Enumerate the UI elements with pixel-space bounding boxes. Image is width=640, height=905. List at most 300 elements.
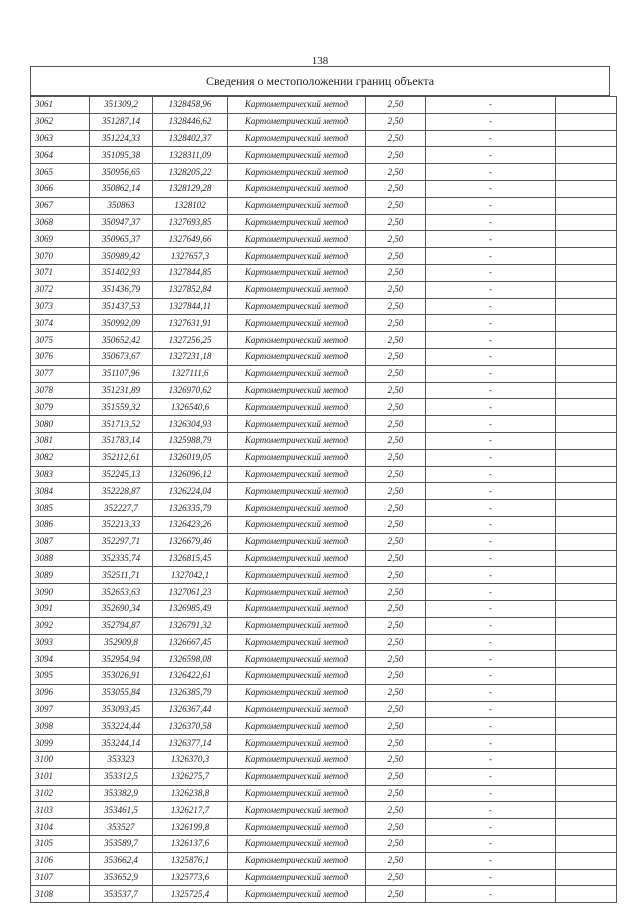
table-row	[31, 869, 617, 886]
table-row	[31, 231, 617, 248]
y-coordinate-cell: 1328129,28	[153, 180, 228, 197]
empty-cell	[556, 617, 617, 634]
accuracy-cell: 2,50	[366, 819, 426, 836]
y-coordinate-cell: 1325773,6	[153, 869, 228, 886]
table-title: Сведения о местоположении границ объекта	[30, 66, 610, 96]
accuracy-cell: 2,50	[366, 483, 426, 500]
accuracy-cell: 2,50	[366, 651, 426, 668]
x-coordinate-cell: 351437,53	[90, 298, 153, 315]
method-cell: Картометрический метод	[228, 584, 366, 601]
empty-cell	[556, 248, 617, 265]
table-row	[31, 416, 617, 433]
y-coordinate-cell: 1326367,44	[153, 701, 228, 718]
x-coordinate-cell: 352213,33	[90, 516, 153, 533]
accuracy-cell: 2,50	[366, 315, 426, 332]
y-coordinate-cell: 1326667,45	[153, 634, 228, 651]
description-cell: -	[426, 264, 556, 281]
description-cell: -	[426, 684, 556, 701]
x-coordinate-cell: 353662,4	[90, 852, 153, 869]
method-cell: Картометрический метод	[228, 836, 366, 853]
x-coordinate-cell: 352297,71	[90, 533, 153, 550]
description-cell: -	[426, 399, 556, 416]
description-cell: -	[426, 130, 556, 147]
x-coordinate-cell: 350652,42	[90, 332, 153, 349]
description-cell: -	[426, 113, 556, 130]
x-coordinate-cell: 353537,7	[90, 886, 153, 903]
table-row	[31, 516, 617, 533]
table-row	[31, 735, 617, 752]
method-cell: Картометрический метод	[228, 449, 366, 466]
method-cell: Картометрический метод	[228, 567, 366, 584]
y-coordinate-cell: 1327231,18	[153, 348, 228, 365]
y-coordinate-cell: 1327042,1	[153, 567, 228, 584]
description-cell: -	[426, 432, 556, 449]
y-coordinate-cell: 1326224,04	[153, 483, 228, 500]
empty-cell	[556, 668, 617, 685]
x-coordinate-cell: 350989,42	[90, 248, 153, 265]
x-coordinate-cell: 351559,32	[90, 399, 153, 416]
x-coordinate-cell: 353055,84	[90, 684, 153, 701]
page-number: 138	[311, 55, 329, 67]
x-coordinate-cell: 351713,52	[90, 416, 153, 433]
x-coordinate-cell: 353093,45	[90, 701, 153, 718]
point-number-cell: 3090	[31, 584, 90, 601]
y-coordinate-cell: 1327693,85	[153, 214, 228, 231]
method-cell: Картометрический метод	[228, 97, 366, 114]
x-coordinate-cell: 353323	[90, 752, 153, 769]
x-coordinate-cell: 352511,71	[90, 567, 153, 584]
empty-cell	[556, 600, 617, 617]
method-cell: Картометрический метод	[228, 348, 366, 365]
description-cell: -	[426, 416, 556, 433]
description-cell: -	[426, 315, 556, 332]
point-number-cell: 3095	[31, 668, 90, 685]
x-coordinate-cell: 352794,87	[90, 617, 153, 634]
accuracy-cell: 2,50	[366, 567, 426, 584]
y-coordinate-cell: 1328446,62	[153, 113, 228, 130]
accuracy-cell: 2,50	[366, 348, 426, 365]
accuracy-cell: 2,50	[366, 752, 426, 769]
point-number-cell: 3062	[31, 113, 90, 130]
method-cell: Картометрический метод	[228, 718, 366, 735]
x-coordinate-cell: 350992,09	[90, 315, 153, 332]
table-row	[31, 281, 617, 298]
method-cell: Картометрический метод	[228, 550, 366, 567]
description-cell: -	[426, 819, 556, 836]
point-number-cell: 3108	[31, 886, 90, 903]
description-cell: -	[426, 550, 556, 567]
point-number-cell: 3083	[31, 466, 90, 483]
method-cell: Картометрический метод	[228, 264, 366, 281]
point-number-cell: 3070	[31, 248, 90, 265]
point-number-cell: 3102	[31, 785, 90, 802]
y-coordinate-cell: 1326370,58	[153, 718, 228, 735]
empty-cell	[556, 231, 617, 248]
method-cell: Картометрический метод	[228, 315, 366, 332]
x-coordinate-cell: 351095,38	[90, 147, 153, 164]
table-row	[31, 399, 617, 416]
description-cell: -	[426, 886, 556, 903]
x-coordinate-cell: 351287,14	[90, 113, 153, 130]
method-cell: Картометрический метод	[228, 785, 366, 802]
x-coordinate-cell: 353244,14	[90, 735, 153, 752]
description-cell: -	[426, 600, 556, 617]
y-coordinate-cell: 1327111,6	[153, 365, 228, 382]
x-coordinate-cell: 351436,79	[90, 281, 153, 298]
accuracy-cell: 2,50	[366, 248, 426, 265]
point-number-cell: 3098	[31, 718, 90, 735]
table-row	[31, 668, 617, 685]
point-number-cell: 3069	[31, 231, 90, 248]
accuracy-cell: 2,50	[366, 365, 426, 382]
y-coordinate-cell: 1326019,05	[153, 449, 228, 466]
table-row	[31, 466, 617, 483]
table-row	[31, 365, 617, 382]
point-number-cell: 3086	[31, 516, 90, 533]
y-coordinate-cell: 1326970,62	[153, 382, 228, 399]
empty-cell	[556, 651, 617, 668]
point-number-cell: 3088	[31, 550, 90, 567]
empty-cell	[556, 315, 617, 332]
accuracy-cell: 2,50	[366, 432, 426, 449]
description-cell: -	[426, 634, 556, 651]
table-row	[31, 768, 617, 785]
boundary-table-frame	[30, 66, 610, 903]
point-number-cell: 3099	[31, 735, 90, 752]
description-cell: -	[426, 180, 556, 197]
method-cell: Картометрический метод	[228, 819, 366, 836]
description-cell: -	[426, 248, 556, 265]
method-cell: Картометрический метод	[228, 516, 366, 533]
table-row	[31, 785, 617, 802]
empty-cell	[556, 264, 617, 281]
table-row	[31, 584, 617, 601]
accuracy-cell: 2,50	[366, 281, 426, 298]
method-cell: Картометрический метод	[228, 214, 366, 231]
x-coordinate-cell: 353527	[90, 819, 153, 836]
accuracy-cell: 2,50	[366, 416, 426, 433]
description-cell: -	[426, 197, 556, 214]
point-number-cell: 3074	[31, 315, 90, 332]
table-row	[31, 836, 617, 853]
description-cell: -	[426, 869, 556, 886]
table-row	[31, 113, 617, 130]
x-coordinate-cell: 353589,7	[90, 836, 153, 853]
empty-cell	[556, 869, 617, 886]
x-coordinate-cell: 350673,67	[90, 348, 153, 365]
empty-cell	[556, 382, 617, 399]
point-number-cell: 3065	[31, 164, 90, 181]
method-cell: Картометрический метод	[228, 886, 366, 903]
empty-cell	[556, 718, 617, 735]
empty-cell	[556, 197, 617, 214]
point-number-cell: 3072	[31, 281, 90, 298]
y-coordinate-cell: 1326335,79	[153, 500, 228, 517]
empty-cell	[556, 735, 617, 752]
description-cell: -	[426, 651, 556, 668]
x-coordinate-cell: 350956,65	[90, 164, 153, 181]
y-coordinate-cell: 1325876,1	[153, 852, 228, 869]
table-row	[31, 315, 617, 332]
table-row	[31, 718, 617, 735]
x-coordinate-cell: 350862,14	[90, 180, 153, 197]
accuracy-cell: 2,50	[366, 516, 426, 533]
point-number-cell: 3089	[31, 567, 90, 584]
table-row	[31, 248, 617, 265]
point-number-cell: 3084	[31, 483, 90, 500]
empty-cell	[556, 416, 617, 433]
x-coordinate-cell: 353382,9	[90, 785, 153, 802]
point-number-cell: 3094	[31, 651, 90, 668]
point-number-cell: 3066	[31, 180, 90, 197]
accuracy-cell: 2,50	[366, 214, 426, 231]
empty-cell	[556, 483, 617, 500]
x-coordinate-cell: 352112,61	[90, 449, 153, 466]
method-cell: Картометрический метод	[228, 617, 366, 634]
table-row	[31, 701, 617, 718]
empty-cell	[556, 365, 617, 382]
point-number-cell: 3063	[31, 130, 90, 147]
description-cell: -	[426, 617, 556, 634]
description-cell: -	[426, 500, 556, 517]
x-coordinate-cell: 353461,5	[90, 802, 153, 819]
accuracy-cell: 2,50	[366, 802, 426, 819]
method-cell: Картометрический метод	[228, 768, 366, 785]
description-cell: -	[426, 214, 556, 231]
description-cell: -	[426, 164, 556, 181]
empty-cell	[556, 516, 617, 533]
table-row	[31, 550, 617, 567]
table-row	[31, 802, 617, 819]
accuracy-cell: 2,50	[366, 768, 426, 785]
point-number-cell: 3078	[31, 382, 90, 399]
method-cell: Картометрический метод	[228, 365, 366, 382]
accuracy-cell: 2,50	[366, 852, 426, 869]
y-coordinate-cell: 1327852,84	[153, 281, 228, 298]
table-row	[31, 147, 617, 164]
empty-cell	[556, 449, 617, 466]
empty-cell	[556, 768, 617, 785]
empty-cell	[556, 298, 617, 315]
point-number-cell: 3104	[31, 819, 90, 836]
accuracy-cell: 2,50	[366, 668, 426, 685]
description-cell: -	[426, 97, 556, 114]
empty-cell	[556, 802, 617, 819]
x-coordinate-cell: 351309,2	[90, 97, 153, 114]
table-row	[31, 617, 617, 634]
accuracy-cell: 2,50	[366, 231, 426, 248]
point-number-cell: 3068	[31, 214, 90, 231]
accuracy-cell: 2,50	[366, 735, 426, 752]
empty-cell	[556, 180, 617, 197]
y-coordinate-cell: 1326598,08	[153, 651, 228, 668]
accuracy-cell: 2,50	[366, 264, 426, 281]
y-coordinate-cell: 1325725,4	[153, 886, 228, 903]
method-cell: Картометрический метод	[228, 533, 366, 550]
y-coordinate-cell: 1326199,8	[153, 819, 228, 836]
x-coordinate-cell: 351783,14	[90, 432, 153, 449]
x-coordinate-cell: 352335,74	[90, 550, 153, 567]
empty-cell	[556, 348, 617, 365]
method-cell: Картометрический метод	[228, 298, 366, 315]
table-row	[31, 264, 617, 281]
description-cell: -	[426, 533, 556, 550]
method-cell: Картометрический метод	[228, 130, 366, 147]
method-cell: Картометрический метод	[228, 399, 366, 416]
table-row	[31, 651, 617, 668]
accuracy-cell: 2,50	[366, 382, 426, 399]
empty-cell	[556, 281, 617, 298]
description-cell: -	[426, 281, 556, 298]
table-row	[31, 600, 617, 617]
table-row	[31, 533, 617, 550]
description-cell: -	[426, 752, 556, 769]
table-row	[31, 432, 617, 449]
x-coordinate-cell: 353026,91	[90, 668, 153, 685]
empty-cell	[556, 684, 617, 701]
method-cell: Картометрический метод	[228, 500, 366, 517]
y-coordinate-cell: 1326370,3	[153, 752, 228, 769]
point-number-cell: 3061	[31, 97, 90, 114]
y-coordinate-cell: 1328102	[153, 197, 228, 214]
x-coordinate-cell: 353312,5	[90, 768, 153, 785]
y-coordinate-cell: 1326304,93	[153, 416, 228, 433]
accuracy-cell: 2,50	[366, 533, 426, 550]
description-cell: -	[426, 668, 556, 685]
x-coordinate-cell: 352245,13	[90, 466, 153, 483]
accuracy-cell: 2,50	[366, 147, 426, 164]
point-number-cell: 3105	[31, 836, 90, 853]
y-coordinate-cell: 1327631,91	[153, 315, 228, 332]
empty-cell	[556, 567, 617, 584]
y-coordinate-cell: 1328311,09	[153, 147, 228, 164]
description-cell: -	[426, 701, 556, 718]
table-row	[31, 819, 617, 836]
method-cell: Картометрический метод	[228, 231, 366, 248]
description-cell: -	[426, 332, 556, 349]
description-cell: -	[426, 718, 556, 735]
empty-cell	[556, 634, 617, 651]
y-coordinate-cell: 1326423,26	[153, 516, 228, 533]
y-coordinate-cell: 1327657,3	[153, 248, 228, 265]
accuracy-cell: 2,50	[366, 584, 426, 601]
method-cell: Картометрический метод	[228, 869, 366, 886]
description-cell: -	[426, 382, 556, 399]
x-coordinate-cell: 351224,33	[90, 130, 153, 147]
empty-cell	[556, 332, 617, 349]
y-coordinate-cell: 1326985,49	[153, 600, 228, 617]
table-row	[31, 852, 617, 869]
method-cell: Картометрический метод	[228, 668, 366, 685]
x-coordinate-cell: 352653,63	[90, 584, 153, 601]
y-coordinate-cell: 1328458,96	[153, 97, 228, 114]
accuracy-cell: 2,50	[366, 180, 426, 197]
method-cell: Картометрический метод	[228, 248, 366, 265]
x-coordinate-cell: 351107,96	[90, 365, 153, 382]
accuracy-cell: 2,50	[366, 466, 426, 483]
description-cell: -	[426, 365, 556, 382]
point-number-cell: 3091	[31, 600, 90, 617]
point-number-cell: 3101	[31, 768, 90, 785]
empty-cell	[556, 886, 617, 903]
x-coordinate-cell: 350863	[90, 197, 153, 214]
table-row	[31, 483, 617, 500]
method-cell: Картометрический метод	[228, 600, 366, 617]
point-number-cell: 3096	[31, 684, 90, 701]
table-row	[31, 500, 617, 517]
x-coordinate-cell: 352954,94	[90, 651, 153, 668]
y-coordinate-cell: 1327844,85	[153, 264, 228, 281]
y-coordinate-cell: 1328402,37	[153, 130, 228, 147]
y-coordinate-cell: 1326422,61	[153, 668, 228, 685]
description-cell: -	[426, 231, 556, 248]
empty-cell	[556, 752, 617, 769]
empty-cell	[556, 584, 617, 601]
y-coordinate-cell: 1326385,79	[153, 684, 228, 701]
accuracy-cell: 2,50	[366, 836, 426, 853]
y-coordinate-cell: 1325988,79	[153, 432, 228, 449]
point-number-cell: 3071	[31, 264, 90, 281]
point-number-cell: 3092	[31, 617, 90, 634]
accuracy-cell: 2,50	[366, 684, 426, 701]
description-cell: -	[426, 735, 556, 752]
x-coordinate-cell: 353224,44	[90, 718, 153, 735]
empty-cell	[556, 97, 617, 114]
y-coordinate-cell: 1326377,14	[153, 735, 228, 752]
table-row	[31, 197, 617, 214]
point-number-cell: 3079	[31, 399, 90, 416]
method-cell: Картометрический метод	[228, 634, 366, 651]
table-row	[31, 164, 617, 181]
table-row	[31, 886, 617, 903]
empty-cell	[556, 432, 617, 449]
x-coordinate-cell: 350965,37	[90, 231, 153, 248]
empty-cell	[556, 466, 617, 483]
table-row	[31, 348, 617, 365]
accuracy-cell: 2,50	[366, 785, 426, 802]
description-cell: -	[426, 449, 556, 466]
accuracy-cell: 2,50	[366, 718, 426, 735]
method-cell: Картометрический метод	[228, 852, 366, 869]
point-number-cell: 3085	[31, 500, 90, 517]
empty-cell	[556, 164, 617, 181]
method-cell: Картометрический метод	[228, 382, 366, 399]
empty-cell	[556, 533, 617, 550]
table-row	[31, 298, 617, 315]
description-cell: -	[426, 348, 556, 365]
point-number-cell: 3081	[31, 432, 90, 449]
accuracy-cell: 2,50	[366, 97, 426, 114]
method-cell: Картометрический метод	[228, 651, 366, 668]
empty-cell	[556, 550, 617, 567]
method-cell: Картометрический метод	[228, 432, 366, 449]
method-cell: Картометрический метод	[228, 483, 366, 500]
table-row	[31, 130, 617, 147]
accuracy-cell: 2,50	[366, 500, 426, 517]
method-cell: Картометрический метод	[228, 332, 366, 349]
x-coordinate-cell: 352690,34	[90, 600, 153, 617]
description-cell: -	[426, 802, 556, 819]
empty-cell	[556, 785, 617, 802]
method-cell: Картометрический метод	[228, 180, 366, 197]
accuracy-cell: 2,50	[366, 886, 426, 903]
description-cell: -	[426, 852, 556, 869]
y-coordinate-cell: 1327844,11	[153, 298, 228, 315]
point-number-cell: 3107	[31, 869, 90, 886]
y-coordinate-cell: 1326217,7	[153, 802, 228, 819]
description-cell: -	[426, 516, 556, 533]
table-row	[31, 180, 617, 197]
